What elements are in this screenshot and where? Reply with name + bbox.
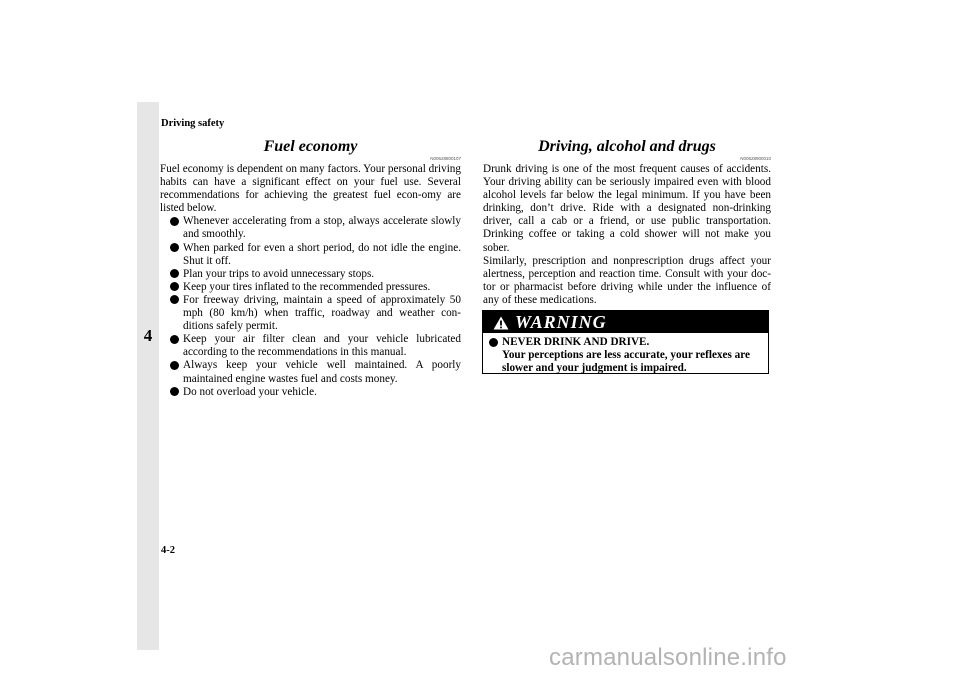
watermark: carmanualsonline.info xyxy=(549,644,787,671)
fuel-economy-section xyxy=(160,138,461,399)
list-item: When parked for even a short period, do not idle the engine. Shut it off. xyxy=(170,242,461,268)
fuel-economy-tips xyxy=(160,215,461,398)
bullet-icon xyxy=(170,269,179,278)
list-item: Keep your air filter clean and your vehicle lubricated according to the recommendations in this manual. xyxy=(170,333,461,359)
bullet-icon xyxy=(170,387,179,396)
section-code: N00628900010 xyxy=(740,156,771,161)
warning-body xyxy=(483,333,768,375)
bullet-icon xyxy=(170,295,179,304)
bullet-icon xyxy=(170,282,179,291)
bullet-icon xyxy=(170,361,179,370)
fuel-economy-intro: Fuel economy is dependent on many factors. Your personal driving habits can have a significant effect on your fuel use. Several recommendations for achieving the greatest fuel econ-omy are listed below. xyxy=(160,163,461,215)
list-item: Keep your tires inflated to the recommended pressures. xyxy=(170,281,461,294)
bullet-icon xyxy=(170,243,179,252)
drugs-paragraph: Similarly, prescription and nonprescription drugs affect your alertness, perception and reaction time. Consult with your doc-tor or pharmacist before driving while under the influence of any of these medications. xyxy=(483,254,771,306)
bullet-icon xyxy=(489,338,498,347)
section-header: Driving safety xyxy=(161,118,225,129)
section-title-alcohol-drugs: Driving, alcohol and drugs xyxy=(538,138,716,155)
warning-triangle-icon xyxy=(493,316,509,330)
section-title-fuel-economy: Fuel economy xyxy=(263,138,358,155)
page-number: 4-2 xyxy=(161,545,175,556)
warning-item xyxy=(489,336,762,375)
warning-label: WARNING xyxy=(515,312,607,332)
warning-line-1: NEVER DRINK AND DRIVE. xyxy=(502,336,650,348)
list-item: Always keep your vehicle well maintained. A poorly maintained engine wastes fuel and costs money. xyxy=(170,359,461,385)
list-item: Plan your trips to avoid unnecessary stops. xyxy=(170,268,461,281)
alcohol-paragraph: Drunk driving is one of the most frequent causes of accidents. Your driving ability can be seriously impaired even with blood alcohol levels far below the legal minimum. If you have been drinking, don’t drive. Ride with a designated non-drinking driver, call a cab or a friend, or use public transportation. Drinking coffee or taking a cold shower will not make you sober. xyxy=(483,163,771,254)
chapter-number: 4 xyxy=(143,326,153,345)
warning-box xyxy=(482,310,769,374)
list-item: For freeway driving, maintain a speed of approximately 50 mph (80 km/h) when traffic, roadway and weather con-ditions safely permit. xyxy=(170,294,461,333)
list-item: Do not overload your vehicle. xyxy=(170,386,461,399)
alcohol-drugs-section xyxy=(483,138,771,307)
list-item: Whenever accelerating from a stop, always accelerate slowly and smoothly. xyxy=(170,215,461,241)
warning-line-2: Your perceptions are less accurate, your reflexes are slower and your judgment is impaired. xyxy=(502,349,750,375)
chapter-tab xyxy=(137,102,159,650)
bullet-icon xyxy=(170,335,179,344)
warning-header xyxy=(483,311,768,333)
section-code: N00628800107 xyxy=(430,156,461,161)
bullet-icon xyxy=(170,217,179,226)
